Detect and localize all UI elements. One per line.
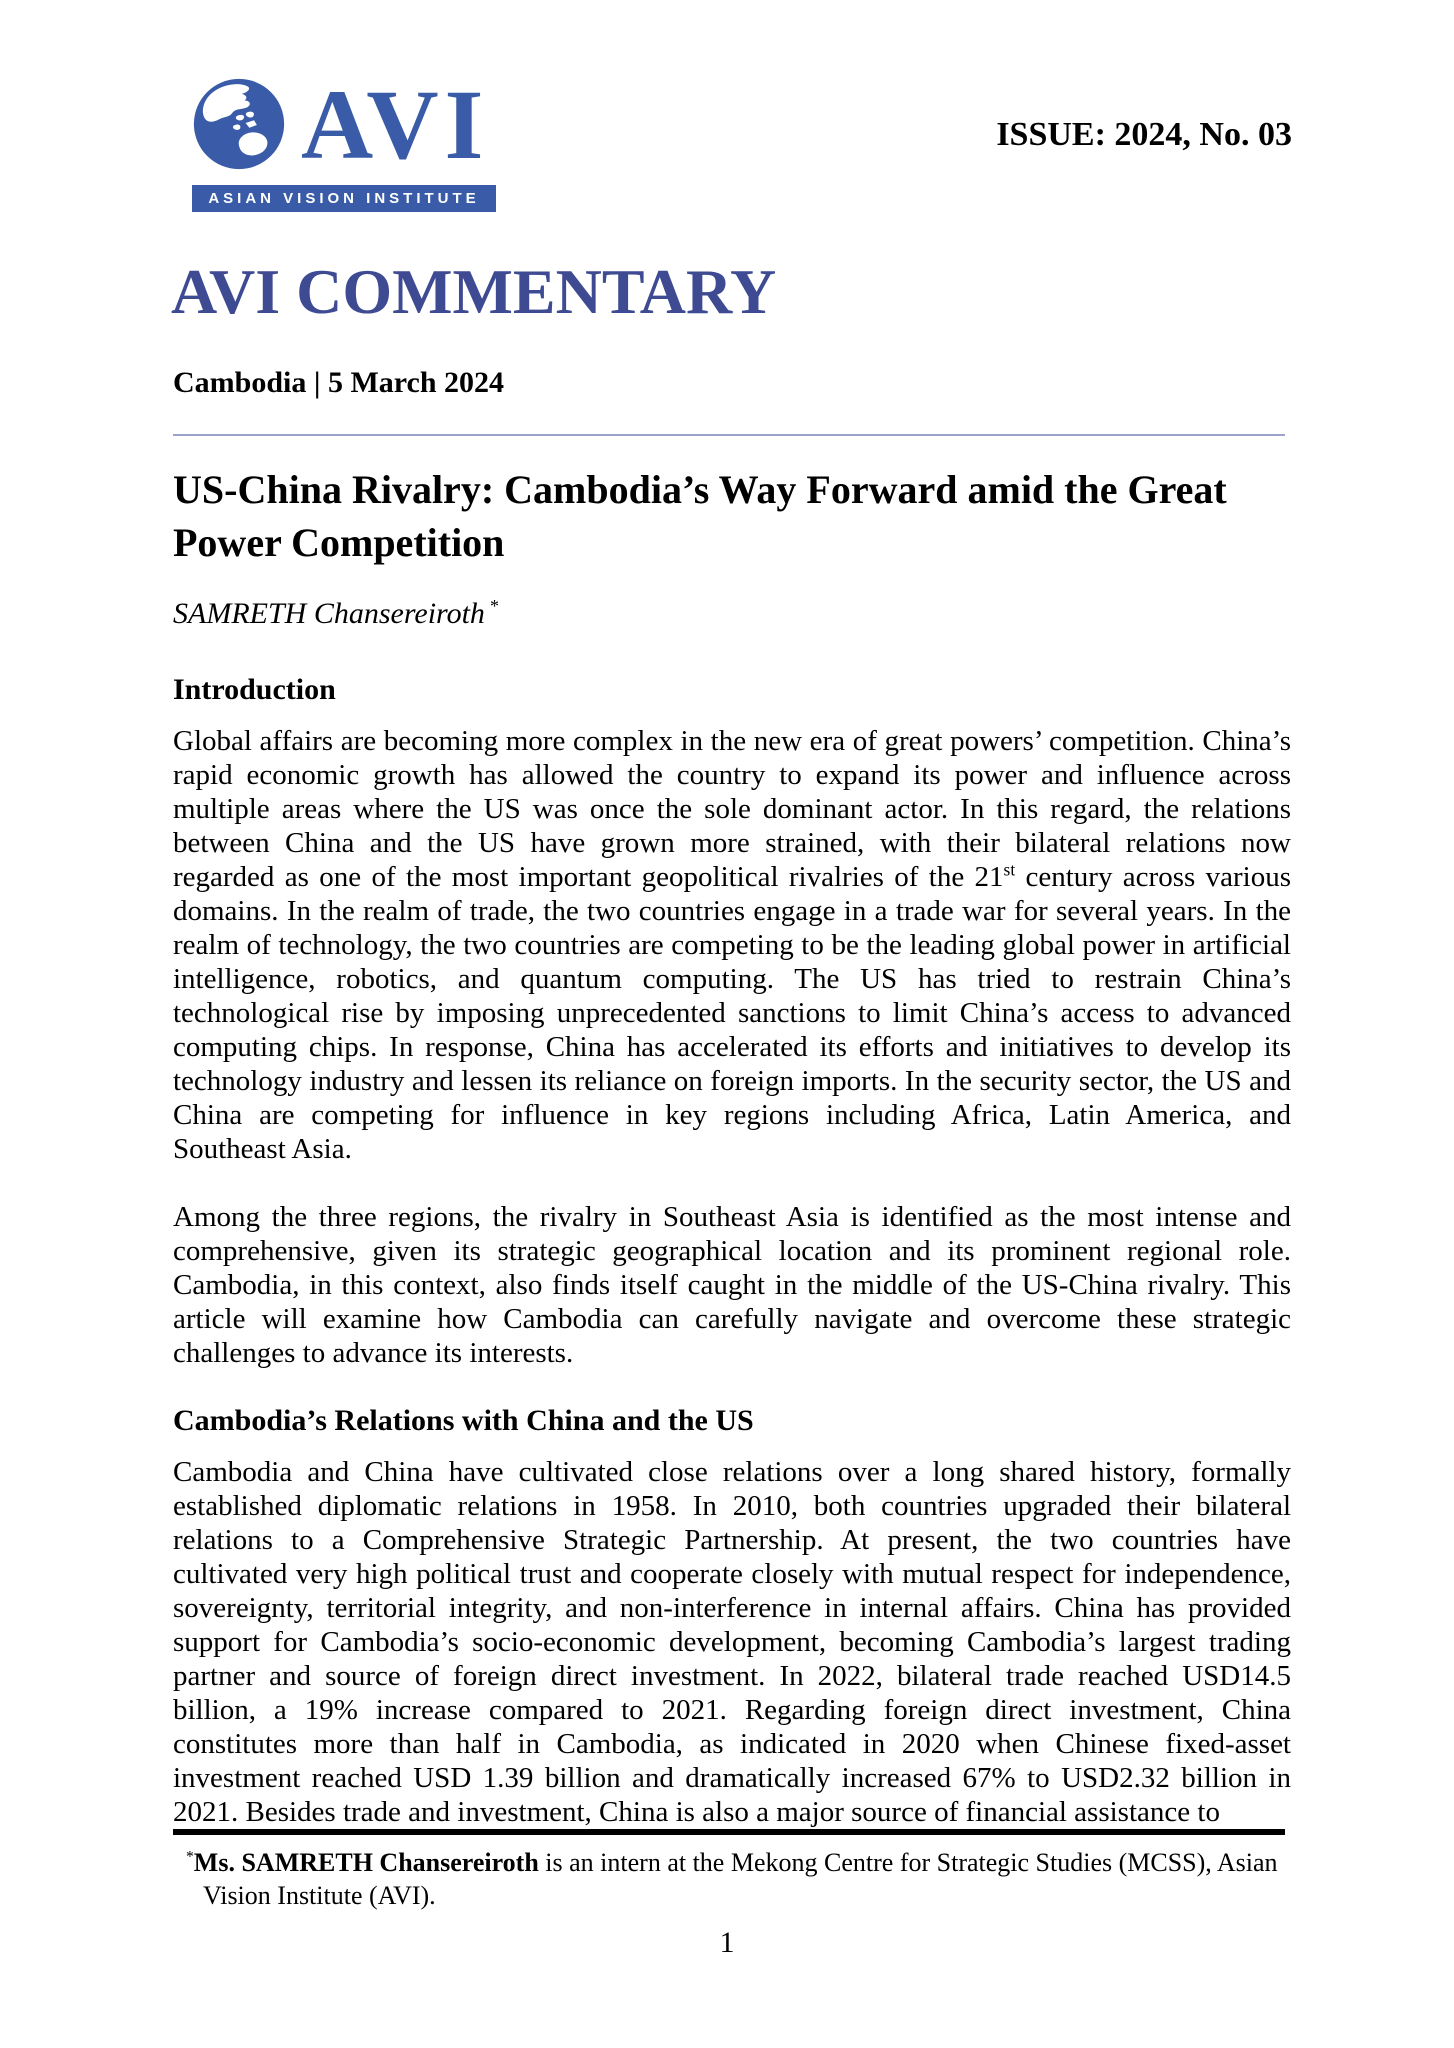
page-number: 1 <box>719 1926 735 1959</box>
article <box>173 463 1291 1912</box>
paragraph-2: Among the three regions, the rivalry in Southeast Asia is identified as the most intense and comprehensive, given its strategic geographical location and its prominent regional role. Cambodia, in this context, also finds itself caught in the middle of the US-China rivalry. This article will examine how Cambodia can carefully navigate and overcome these strategic challenges to advance its interests. <box>173 1201 1291 1369</box>
globe-icon <box>192 77 286 171</box>
author-note-mark: * <box>489 596 499 616</box>
section-heading-relations: Cambodia’s Relations with China and the US <box>173 1404 754 1437</box>
paragraph-1-text-a: Global affairs are becoming more complex in the new era of great powers’ competition. China’s rapid economic growth has allowed the country to expand its power and influence across multiple areas where the US was once the sole dominant actor. In this regard, the relations between China and the US have grown more strained, with their bilateral relations now regarded as one of the most important geopolitical rivalries of the 21 <box>173 725 1291 893</box>
author-name: SAMRETH Chansereiroth <box>173 597 485 630</box>
footnote-body: is an intern at the Mekong Centre for Strategic Studies (MCSS), Asian Vision Institute (AVI). <box>203 1848 1278 1910</box>
series-title: AVI COMMENTARY <box>171 256 777 327</box>
section-heading-introduction: Introduction <box>173 673 336 706</box>
footnote-author: Ms. SAMRETH Chansereiroth <box>193 1848 539 1877</box>
footnote-separator <box>173 1829 1285 1835</box>
paragraph-1-text-b: century across various domains. In the realm of trade, the two countries engage in a trade war for several years. In the realm of technology, the two countries are competing to be the leading global power in artificial intelligence, robotics, and quantum computing. The US has tried to restrain China’s technological rise by imposing unprecedented sanctions to limit China’s access to advanced computing chips. In response, China has accelerated its efforts and initiatives to develop its technology industry and lessen its reliance on foreign imports. In the security sector, the US and China are competing for influence in key regions including Africa, Latin America, and Southeast Asia. <box>173 861 1292 1165</box>
footnote-text <box>173 1846 1291 1912</box>
logo-banner: ASIAN VISION INSTITUTE <box>192 185 496 212</box>
dateline: Cambodia | 5 March 2024 <box>173 366 505 399</box>
paragraph-3: Cambodia and China have cultivated close relations over a long shared history, formally established diplomatic relations in 1958. In 2010, both countries upgraded their bilateral relations to a Comprehensive Strategic Partnership. At present, the two countries have cultivated very high political trust and cooperate closely with mutual respect for independence, sovereignty, territorial integrity, and non-interference in internal affairs. China has provided support for Cambodia’s socio-economic development, becoming Cambodia’s largest trading partner and source of foreign direct investment. In 2022, bilateral trade reached USD14.5 billion, a 19% increase compared to 2021. Regarding foreign direct investment, China constitutes more than half in Cambodia, as indicated in 2020 when Chinese fixed-asset investment reached USD 1.39 billion and dramatically increased 67% to USD2.32 billion in 2021. Besides trade and investment, China is also a major source of financial assistance to <box>173 1456 1291 1828</box>
author-line <box>173 597 1291 631</box>
issue-label: ISSUE: 2024, No. 03 <box>996 116 1292 153</box>
ordinal-superscript: st <box>1003 859 1016 880</box>
footnote-mark: * <box>186 1848 194 1866</box>
logo-acronym: AVI <box>301 69 490 180</box>
footnote-area <box>173 1829 1291 1912</box>
divider-rule <box>173 434 1285 436</box>
article-title: US-China Rivalry: Cambodia’s Way Forward amid the Great Power Competition <box>173 467 1227 565</box>
paragraph-1 <box>173 724 1291 1166</box>
